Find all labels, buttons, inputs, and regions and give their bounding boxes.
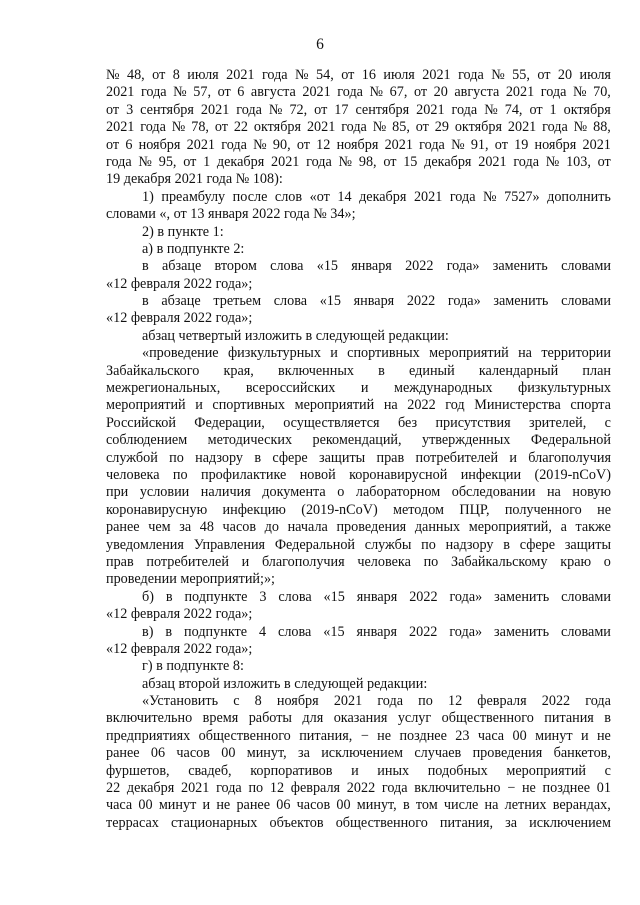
text-line: предприятиях общественного питания, − не позднее 23 часа 00 минут и не	[106, 727, 611, 744]
text-line: «Установить с 8 ноября 2021 года по 12 февраля 2022 года	[142, 693, 611, 710]
text-line: абзац второй изложить в следующей редакции:	[142, 675, 428, 692]
text-line: в) в подпункте 4 слова «15 января 2022 года» заменить словами	[142, 623, 611, 640]
text-line: 19 декабря 2021 года № 108):	[106, 171, 283, 188]
text-line: часа 00 минут и не ранее 06 часов 00 минут, в том числе на летних верандах,	[106, 797, 611, 814]
text-line: проведении мероприятий;»;	[106, 571, 275, 588]
text-line: человека по профилактике новой коронавирусной инфекции (2019-nCoV)	[106, 466, 611, 483]
text-line: 1) преамбулу после слов «от 14 декабря 2021 года № 7527» дополнить	[142, 188, 611, 205]
page-number: 6	[316, 36, 324, 53]
text-line: террасах стационарных объектов общественного питания, за исключением	[106, 814, 611, 831]
text-line: 22 декабря 2021 года по 12 февраля 2022 года включительно − не позднее 01	[106, 780, 611, 797]
text-line: уведомления Управления Федеральной службы по надзору в сфере защиты	[106, 536, 611, 553]
document-body	[106, 67, 611, 832]
text-line: от 3 сентября 2021 года № 72, от 17 сентября 2021 года № 74, от 1 октября	[106, 101, 611, 118]
text-line: а) в подпункте 2:	[142, 240, 245, 257]
text-line: коронавирусную инфекцию (2019-nCoV) методом ПЦР, полученного не	[106, 501, 611, 518]
text-line: «12 февраля 2022 года»;	[106, 606, 253, 623]
text-line: мероприятий и спортивных мероприятий на 2022 год Министерства спорта	[106, 397, 611, 414]
text-line: года № 95, от 1 декабря 2021 года № 98, от 15 декабря 2021 года № 103, от	[106, 153, 611, 170]
text-line: ранее 06 часов 00 минут, за исключением случаев проведения банкетов,	[106, 745, 611, 762]
text-line: 2021 года № 78, от 22 октября 2021 года № 85, от 29 октября 2021 года № 88,	[106, 119, 611, 136]
text-line: соблюдением методических рекомендаций, утвержденных Федеральной	[106, 432, 611, 449]
text-line: «12 февраля 2022 года»;	[106, 275, 253, 292]
text-line: в абзаце третьем слова «15 января 2022 года» заменить словами	[142, 293, 611, 310]
text-line: «12 февраля 2022 года»;	[106, 310, 253, 327]
text-line: включительно время работы для оказания услуг общественного питания в	[106, 710, 611, 727]
text-line: 2021 года № 57, от 6 августа 2021 года № 67, от 20 августа 2021 года № 70,	[106, 84, 611, 101]
text-line: б) в подпункте 3 слова «15 января 2022 года» заменить словами	[142, 588, 611, 605]
text-line: в абзаце втором слова «15 января 2022 года» заменить словами	[142, 258, 611, 275]
text-line: словами «, от 13 января 2022 года № 34»;	[106, 206, 356, 223]
text-line: ранее чем за 48 часов до начала проведения данных мероприятий, а также	[106, 519, 611, 536]
text-line: Российской Федерации, осуществляется без присутствия зрителей, с	[106, 414, 611, 431]
text-line: «проведение физкультурных и спортивных мероприятий на территории	[142, 345, 611, 362]
text-line: при условии наличия документа о лабораторном обследовании на новую	[106, 484, 611, 501]
text-line: «12 февраля 2022 года»;	[106, 640, 253, 657]
text-line: Забайкальского края, включенных в единый календарный план	[106, 362, 611, 379]
text-line: межрегиональных, всероссийских и международных физкультурных	[106, 380, 611, 397]
text-line: службой по надзору в сфере защиты прав потребителей и благополучия	[106, 449, 611, 466]
text-line: № 48, от 8 июля 2021 года № 54, от 16 июля 2021 года № 55, от 20 июля	[106, 67, 611, 83]
text-line: от 6 ноября 2021 года № 90, от 12 ноября 2021 года № 91, от 19 ноября 2021	[106, 136, 611, 153]
text-line: г) в подпункте 8:	[142, 658, 244, 675]
text-line: 2) в пункте 1:	[142, 223, 224, 240]
text-line: фуршетов, свадеб, корпоративов и иных подобных мероприятий с	[106, 762, 611, 779]
text-line: прав потребителей и благополучия человека по Забайкальскому краю о	[106, 553, 611, 570]
text-line: абзац четвертый изложить в следующей редакции:	[142, 327, 449, 344]
